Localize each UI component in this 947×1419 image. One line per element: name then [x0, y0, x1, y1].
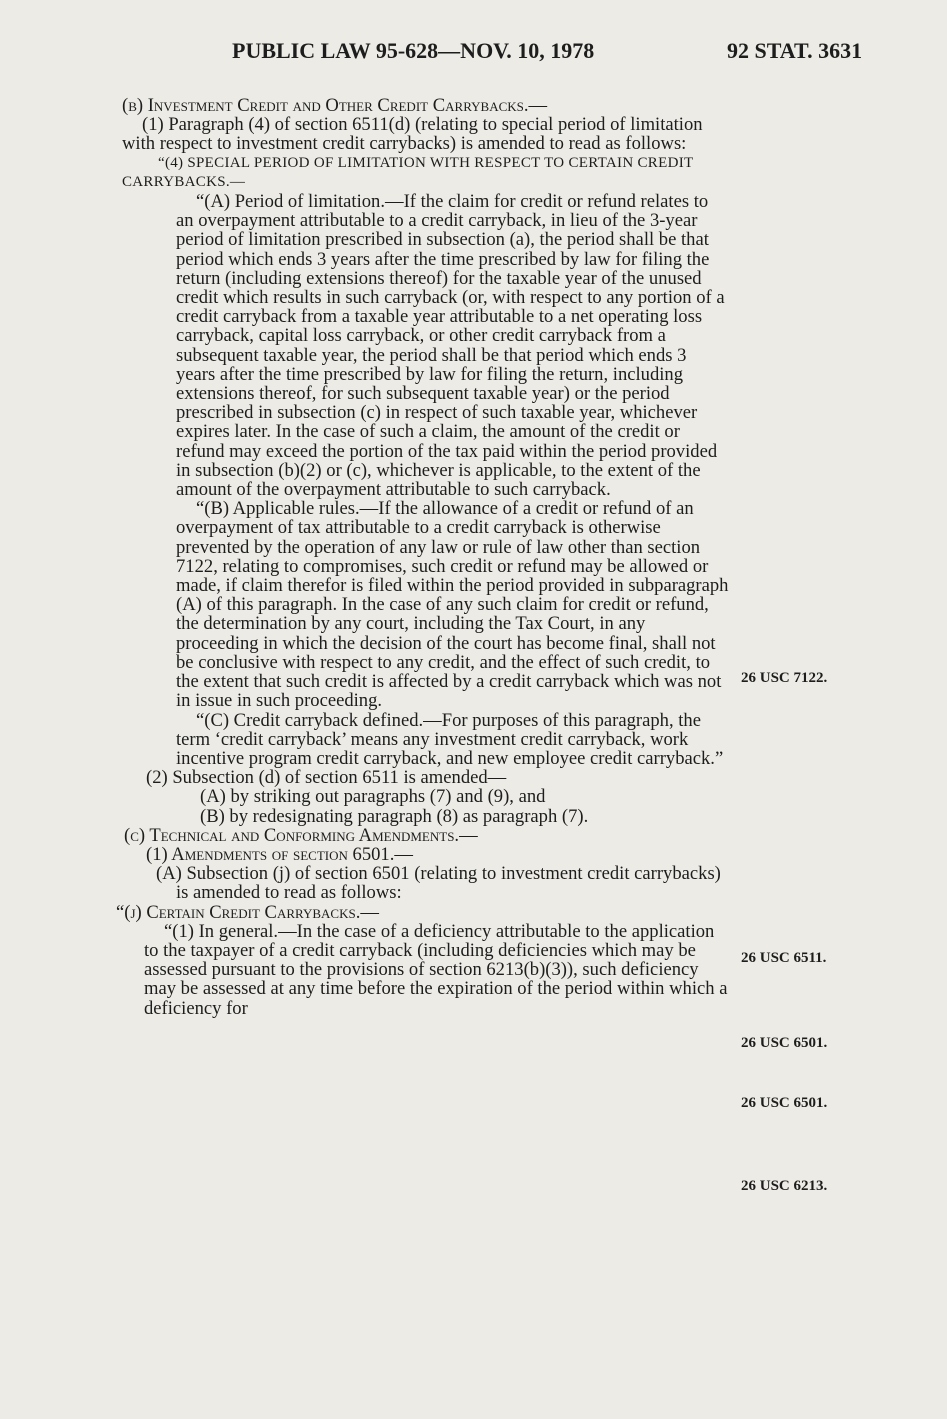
subsection-b-heading: (b) Investment Credit and Other Credit Carrybacks.— [122, 95, 548, 116]
page-header [0, 38, 947, 72]
margin-note-6213: 26 USC 6213. [741, 1178, 828, 1194]
paragraph-1: (1) Paragraph (4) of section 6511(d) (relating to special period of limitation with respect to investment credit carrybacks) is amended to read as follows: [122, 114, 703, 155]
paragraph-2-a: (A) by striking out paragraphs (7) and (9), and [200, 786, 546, 808]
paragraph-c-1-a: (A) Subsection (j) of section 6501 (relating to investment credit carrybacks) is amended to read as follows: [156, 863, 721, 904]
header-title: PUBLIC LAW 95-628—NOV. 10, 1978 [232, 38, 595, 63]
margin-note-6511: 26 USC 6511. [741, 950, 827, 966]
paragraph-c-1-heading: (1) Amendments of section 6501.— [146, 843, 413, 865]
subsection-j-1: “(1) In general.—In the case of a deficiency attributable to the application to the taxpayer of a credit carryback (including deficiencies which may be assessed pursuant to the provisions of section 6213(b)(3)), such deficiency may be assessed at any time before the expiration of the period within which a deficiency for [144, 920, 728, 1019]
paragraph-4-heading: “(4) SPECIAL PERIOD OF LIMITATION WITH RESPECT TO CERTAIN CREDIT CARRYBACKS.— [122, 154, 694, 190]
margin-note-6501-b: 26 USC 6501. [741, 1095, 828, 1111]
subparagraph-b: “(B) Applicable rules.—If the allowance of a credit or refund of an overpayment of tax attributable to a credit carryback is otherwise prevented by the operation of any law or rule of law other than section 7122, relating to compromises, such credit or refund may be allowed or made, if claim therefor is filed within the period provided in subparagraph (A) of this paragraph. In the case of any such claim for credit or refund, the determination by any court, including the Tax Court, in any proceeding in which the decision of the court has become final, shall not be conclusive with respect to any credit, and the effect of such credit, to the extent that such credit is affected by a credit carryback which was not in issue in such proceeding. [176, 498, 729, 712]
margin-note-6501-a: 26 USC 6501. [741, 1035, 828, 1051]
subparagraph-a: “(A) Period of limitation.—If the claim for credit or refund relates to an overpayment attributable to a credit carryback, in lieu of the 3-year period of limitation prescribed in subsection (a), the period shall be that period which ends 3 years after the time prescribed by law for filing the return (including extensions thereof) for the taxable year of the unused credit which results in such carryback (or, with respect to any portion of a credit carryback from a taxable year attributable to a net operating loss carryback, capital loss carryback, or other credit carryback from a subsequent taxable year, the period shall be that period which ends 3 years after the time prescribed by law for filing the return, including extensions thereof, for such subsequent taxable year) or the period prescribed in subsection (c) in respect of such taxable year, whichever expires later. In the case of such a claim, the amount of the credit or refund may exceed the portion of the tax paid within the period provided in subsection (b)(2) or (c), whichever is applicable, to the extent of the amount of the overpayment attributable to such carryback. [176, 191, 725, 501]
subparagraph-c: “(C) Credit carryback defined.—For purposes of this paragraph, the term ‘credit carryback’ means any investment credit carryback, work incentive program credit carryback, and new employee credit carryback.” [176, 709, 724, 769]
margin-note-7122: 26 USC 7122. [741, 670, 828, 686]
header-stat-citation: 92 STAT. 3631 [727, 38, 863, 63]
statute-body [110, 96, 730, 1018]
subsection-j-heading: “(j) Certain Credit Carrybacks.— [116, 901, 379, 923]
subsection-c-heading: (c) Technical and Conforming Amendments.— [124, 824, 478, 846]
paragraph-2-b: (B) by redesignating paragraph (8) as paragraph (7). [200, 805, 589, 827]
paragraph-2: (2) Subsection (d) of section 6511 is amended— [146, 767, 507, 789]
